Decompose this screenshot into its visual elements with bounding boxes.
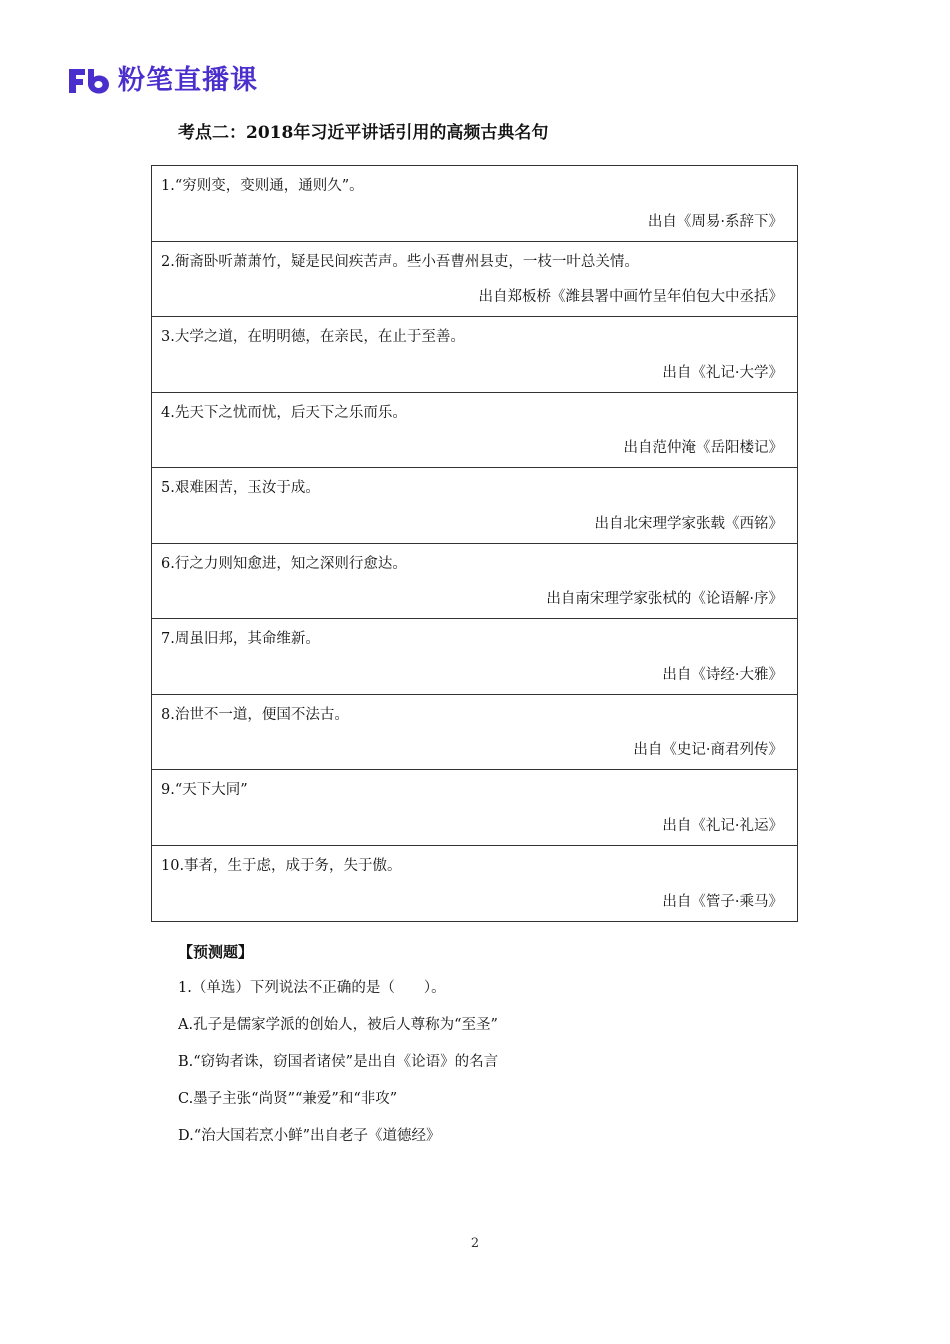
quote-source: 出自郑板桥《潍县署中画竹呈年伯包大中丞括》: [478, 289, 783, 305]
prediction-title: 【预测题】: [178, 943, 254, 961]
option-c: C.墨子主张“尚贤”“兼爱”和“非攻”: [178, 1091, 398, 1107]
quote-row: [152, 317, 797, 393]
quote-source: 出自《礼记·礼运》: [662, 817, 783, 834]
quote-row: [152, 166, 797, 242]
quote-source: 出自《管子·乘马》: [662, 894, 783, 910]
quote-row: [152, 393, 797, 469]
quote-source: 出自《诗经·大雅》: [662, 666, 783, 683]
quote-text: 2.衙斋卧听萧萧竹，疑是民间疾苦声。些小吾曹州县吏，一枝一叶总关情。: [161, 253, 639, 270]
quote-source: 出自《史记·商君列传》: [633, 742, 783, 758]
quote-text: 4.先天下之忧而忧，后天下之乐而乐。: [161, 404, 407, 421]
fb-logo-icon: [66, 66, 112, 96]
question-text: 1.（单选）下列说法不正确的是（ ）。: [178, 980, 446, 996]
quote-row: [152, 846, 797, 922]
quote-row: [152, 468, 797, 544]
logo-text: 粉笔直播课: [118, 65, 258, 96]
quote-text: 5.艰难困苦，玉汝于成。: [161, 480, 320, 496]
quote-source: 出自北宋理学家张载《西铭》: [594, 515, 783, 532]
option-a: A.孔子是儒家学派的创始人，被后人尊称为“至圣”: [178, 1017, 498, 1033]
quote-source: 出自南宋理学家张栻的《论语解·序》: [546, 591, 783, 607]
prediction-section: [178, 940, 798, 1161]
option-d: D.“治大国若烹小鲜”出自老子《道德经》: [178, 1128, 441, 1144]
quote-source: 出自范仲淹《岳阳楼记》: [623, 440, 783, 456]
quote-source: 出自《周易·系辞下》: [647, 213, 783, 230]
quote-text: 9.“天下大同”: [161, 782, 248, 798]
option-b: B.“窃钩者诛，窃国者诸侯”是出自《论语》的名言: [178, 1054, 499, 1070]
quote-text: 6.行之力则知愈进，知之深则行愈达。: [161, 555, 407, 572]
quote-row: [152, 242, 797, 318]
quote-row: [152, 619, 797, 695]
quote-row: [152, 544, 797, 620]
brand-logo: [66, 64, 258, 98]
page-number: 2: [470, 1236, 480, 1251]
quote-text: 7.周虽旧邦，其命维新。: [161, 631, 320, 647]
section-title: 考点二：2018年习近平讲话引用的高频古典名句: [178, 123, 549, 143]
quote-source: 出自《礼记·大学》: [662, 364, 783, 381]
quote-text: 1.“穷则变，变则通，通则久”。: [161, 178, 364, 194]
quote-text: 3.大学之道，在明明德，在亲民，在止于至善。: [161, 329, 465, 345]
quote-row: [152, 770, 797, 846]
quote-table: [151, 165, 798, 922]
quote-row: [152, 695, 797, 771]
quote-text: 10.事者，生于虑，成于务，失于傲。: [161, 857, 402, 874]
quote-text: 8.治世不一道，便国不法古。: [161, 706, 349, 723]
